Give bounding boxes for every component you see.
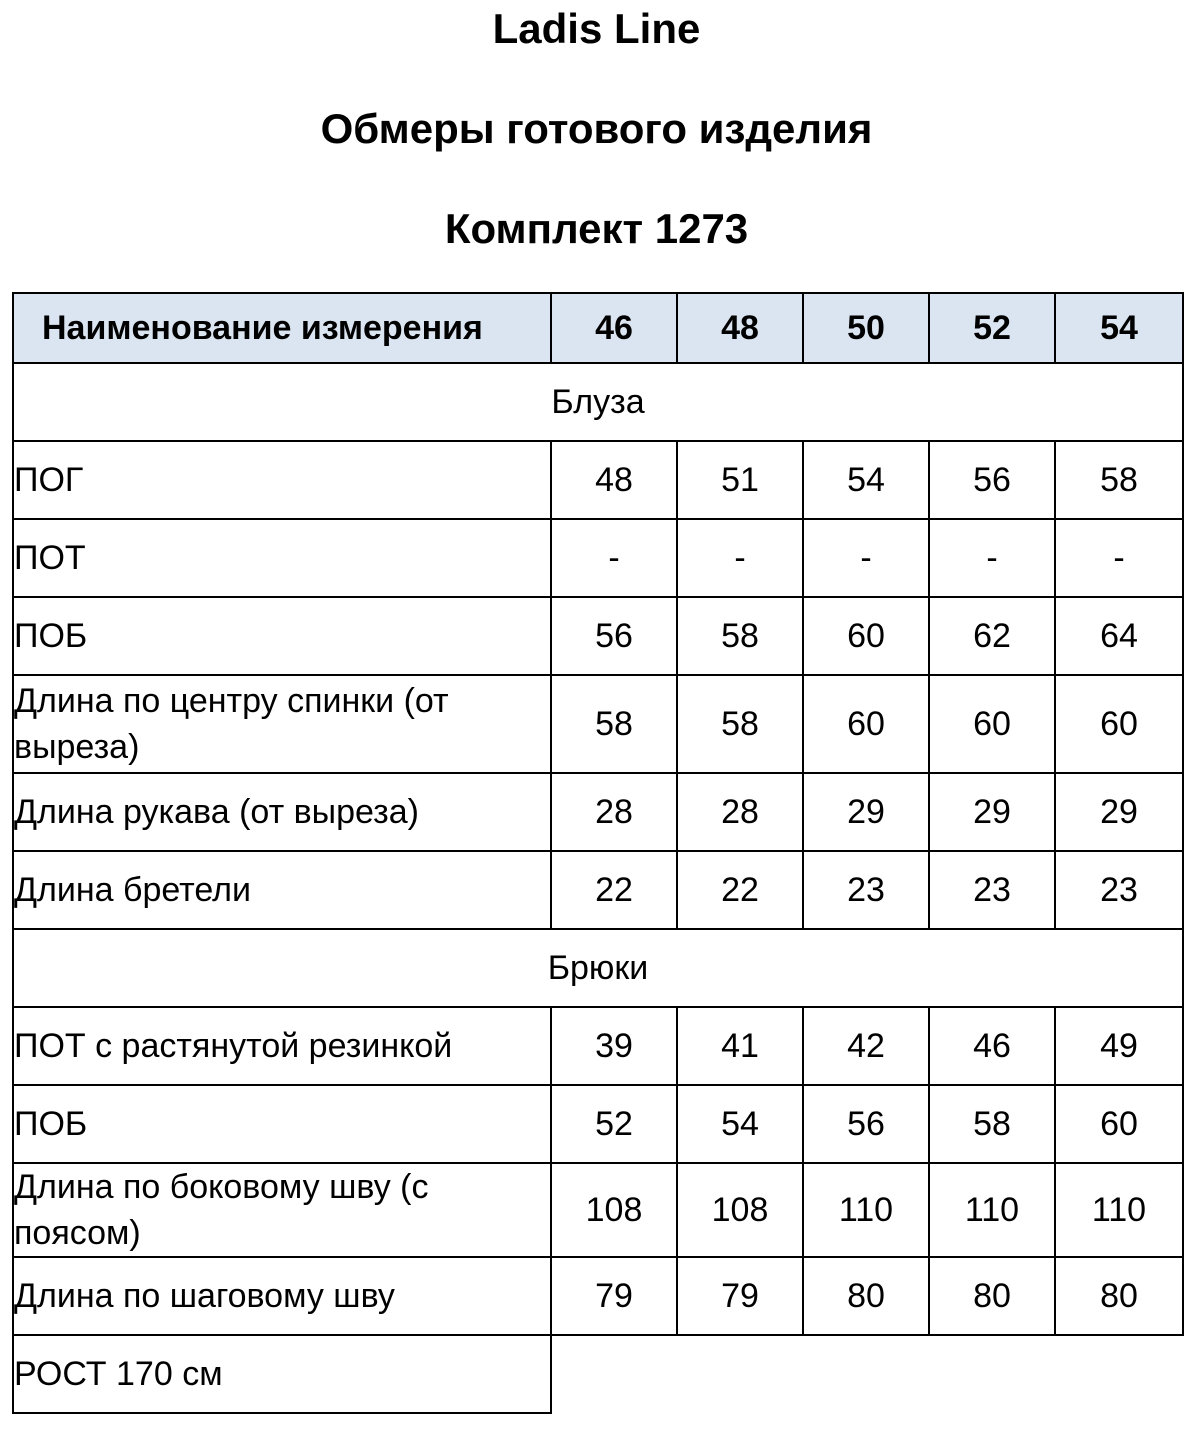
- measurement-value: 49: [1055, 1007, 1183, 1085]
- measurements-table: [12, 292, 1184, 1414]
- measurement-value: 29: [1055, 773, 1183, 851]
- measurement-value: 60: [1055, 1085, 1183, 1163]
- table-row: [13, 1007, 1183, 1085]
- measurement-value: 46: [929, 1007, 1055, 1085]
- brand-title: Ladis Line: [492, 5, 701, 52]
- measurement-value: 80: [803, 1257, 929, 1335]
- measurement-value: 60: [1055, 675, 1183, 773]
- section-title-trousers: Брюки: [13, 929, 1183, 1007]
- measurement-value: 60: [929, 675, 1055, 773]
- document-subtitle: Обмеры готового изделия: [320, 105, 873, 152]
- measurement-name: ПОБ: [13, 597, 551, 675]
- size-header: 48: [677, 293, 803, 363]
- measurement-value: 58: [677, 675, 803, 773]
- table-row: [13, 675, 1183, 773]
- measurement-value: 48: [551, 441, 677, 519]
- measurement-value: 79: [551, 1257, 677, 1335]
- measurement-value: 58: [551, 675, 677, 773]
- measurement-name: Длина по боковому шву (с поясом): [13, 1163, 551, 1257]
- measurement-value: 22: [551, 851, 677, 929]
- measurement-name: ПОБ: [13, 1085, 551, 1163]
- measurement-value: -: [803, 519, 929, 597]
- measurement-value: -: [1055, 519, 1183, 597]
- measurement-value: 51: [677, 441, 803, 519]
- size-header: 54: [1055, 293, 1183, 363]
- measurement-value: 29: [803, 773, 929, 851]
- measurement-name: Длина по шаговому шву: [13, 1257, 551, 1335]
- measurement-value: 79: [677, 1257, 803, 1335]
- measurement-value: 23: [1055, 851, 1183, 929]
- measurement-value: 39: [551, 1007, 677, 1085]
- measurement-name: ПОГ: [13, 441, 551, 519]
- measurement-value: 54: [677, 1085, 803, 1163]
- measurement-name: ПОТ с растянутой резинкой: [13, 1007, 551, 1085]
- measurement-value: 22: [677, 851, 803, 929]
- table-row: [13, 1163, 1183, 1257]
- table-row: [13, 519, 1183, 597]
- size-header: 46: [551, 293, 677, 363]
- measurement-value: 110: [803, 1163, 929, 1257]
- measurement-value: 58: [929, 1085, 1055, 1163]
- height-note: РОСТ 170 см: [13, 1335, 551, 1413]
- measurement-value: 80: [929, 1257, 1055, 1335]
- measurement-value: 56: [929, 441, 1055, 519]
- measurement-value: 28: [551, 773, 677, 851]
- measurement-value: 56: [803, 1085, 929, 1163]
- footer-row: [13, 1335, 1183, 1413]
- measurement-value: 29: [929, 773, 1055, 851]
- table-row: [13, 1085, 1183, 1163]
- measurement-name: Длина по центру спинки (от выреза): [13, 675, 551, 773]
- measurement-value: -: [677, 519, 803, 597]
- measurement-value: 28: [677, 773, 803, 851]
- measurement-value: 42: [803, 1007, 929, 1085]
- measurement-value: 56: [551, 597, 677, 675]
- empty-cell: [551, 1335, 1183, 1413]
- measurement-value: -: [929, 519, 1055, 597]
- table-row: [13, 1257, 1183, 1335]
- measurement-value: 110: [929, 1163, 1055, 1257]
- size-header: 50: [803, 293, 929, 363]
- table-row: [13, 773, 1183, 851]
- measurement-value: 54: [803, 441, 929, 519]
- measurement-value: 23: [803, 851, 929, 929]
- measurement-value: 62: [929, 597, 1055, 675]
- measurement-name: ПОТ: [13, 519, 551, 597]
- measurement-name: Длина бретели: [13, 851, 551, 929]
- section-title-blouse: Блуза: [13, 363, 1183, 441]
- measurement-value: 108: [677, 1163, 803, 1257]
- measurement-value: 110: [1055, 1163, 1183, 1257]
- measurement-name: Длина рукава (от выреза): [13, 773, 551, 851]
- section-row: [13, 929, 1183, 1007]
- measurement-value: 23: [929, 851, 1055, 929]
- measurement-value: 58: [677, 597, 803, 675]
- table-header-row: [13, 293, 1183, 363]
- table-row: [13, 441, 1183, 519]
- measurement-value: 52: [551, 1085, 677, 1163]
- measurement-value: 80: [1055, 1257, 1183, 1335]
- measurement-value: 60: [803, 675, 929, 773]
- measurement-name-header: Наименование измерения: [13, 293, 551, 363]
- size-header: 52: [929, 293, 1055, 363]
- section-row: [13, 363, 1183, 441]
- measurement-value: 41: [677, 1007, 803, 1085]
- measurement-value: 64: [1055, 597, 1183, 675]
- measurement-value: 60: [803, 597, 929, 675]
- table-row: [13, 597, 1183, 675]
- measurement-value: 58: [1055, 441, 1183, 519]
- product-title: Комплект 1273: [444, 205, 749, 252]
- measurement-value: 108: [551, 1163, 677, 1257]
- table-row: [13, 851, 1183, 929]
- measurement-value: -: [551, 519, 677, 597]
